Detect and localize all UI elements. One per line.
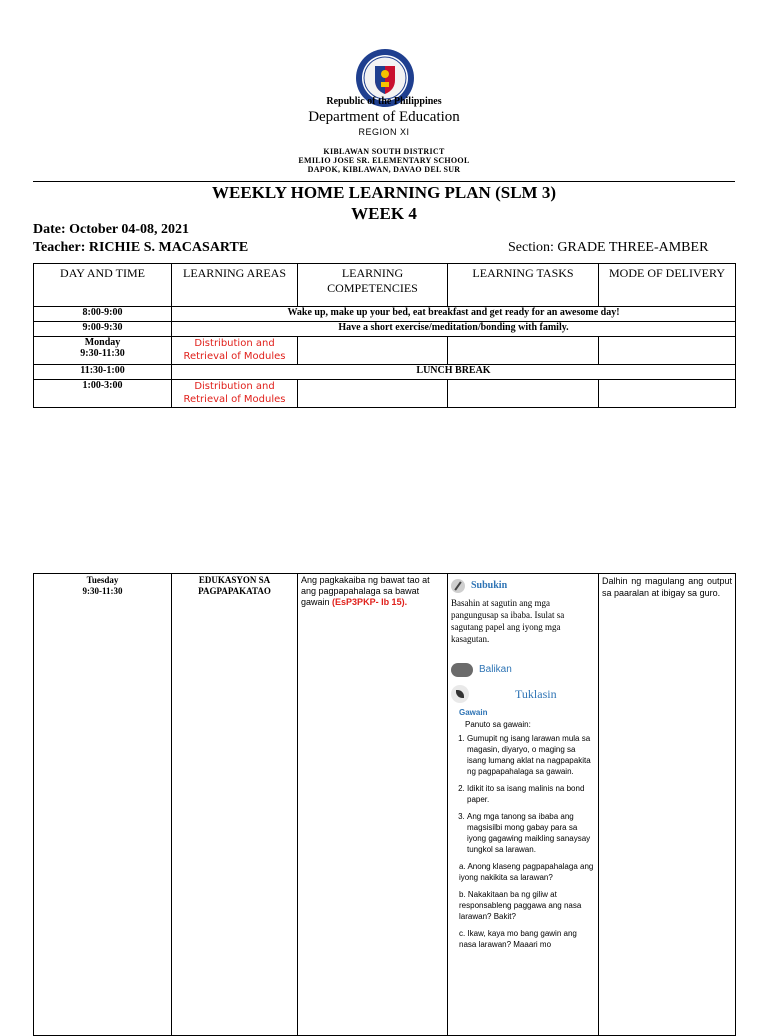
competency-text: Ang pagkakaiba ng bawat tao at ang pagpapahalaga sa bawat gawain — [301, 575, 430, 607]
activity-cell: Wake up, make up your bed, eat breakfast and get ready for an awesome day! — [172, 307, 736, 322]
empty-cell — [599, 337, 736, 365]
empty-cell — [298, 380, 448, 408]
day-time-cell — [34, 574, 172, 1036]
section-line: Section: GRADE THREE-AMBER — [508, 240, 709, 255]
activity-cell: Have a short exercise/meditation/bonding with family. — [172, 322, 736, 337]
table-row — [34, 337, 736, 365]
list-item: 2. Idikit ito sa isang malinis na bond paper. — [467, 783, 595, 805]
empty-cell — [448, 380, 599, 408]
steps-list — [451, 733, 595, 855]
col-learning-areas: LEARNING AREAS — [172, 264, 298, 307]
pencil-icon — [451, 579, 465, 593]
time-cell: 8:00-9:00 — [34, 307, 172, 322]
empty-cell — [298, 337, 448, 365]
date-line: Date: October 04-08, 2021 — [33, 222, 190, 237]
teacher-line: Teacher: RICHIE S. MACASARTE — [33, 240, 249, 255]
day-label: Monday — [84, 337, 121, 348]
plan-header-row — [34, 264, 736, 307]
balikan-heading — [451, 663, 595, 677]
table-row — [34, 365, 736, 380]
tuklasin-heading — [451, 685, 595, 703]
empty-cell — [448, 337, 599, 365]
subukin-heading — [451, 579, 595, 593]
table-row — [34, 322, 736, 337]
republic-line: Republic of the Philippines — [326, 96, 442, 107]
competency-cell — [298, 574, 448, 1036]
col-tasks: LEARNING TASKS — [448, 264, 599, 307]
delivery-cell: Dalhin ng magulang ang output sa paaralan at ibigay sa guro. — [599, 574, 736, 1036]
col-day-time: DAY AND TIME — [34, 264, 172, 307]
school-line: EMILIO JOSE SR. ELEMENTARY SCHOOL — [298, 156, 470, 165]
time-label: 9:30-11:30 — [80, 348, 125, 359]
balikan-icon — [451, 663, 473, 677]
gawain-label: Gawain — [459, 708, 488, 717]
subukin-text: Basahin at sagutin ang mga pangungusap sa ibaba. Isulat sa sagutang papel ang iyong mga kasagutan. — [451, 598, 565, 644]
header-divider — [33, 181, 735, 182]
address-line: DAPOK, KIBLAWAN, DAVAO DEL SUR — [307, 165, 461, 174]
time-cell: 9:00-9:30 — [34, 322, 172, 337]
region-line: REGION XI — [358, 127, 410, 137]
balikan-label: Balikan — [479, 664, 512, 675]
tuesday-table — [33, 573, 736, 1036]
plan-title: WEEKLY HOME LEARNING PLAN (SLM 3) — [212, 183, 556, 202]
department-line: Department of Education — [308, 109, 460, 125]
time-cell: 1:00-3:00 — [34, 380, 172, 408]
activity-cell: LUNCH BREAK — [172, 365, 736, 380]
question-item: c. Ikaw, kaya mo bang gawin ang nasa larawan? Maaari mo — [459, 929, 577, 949]
col-competencies: LEARNING COMPETENCIES — [298, 264, 448, 307]
school-block — [0, 147, 768, 174]
col-delivery: MODE OF DELIVERY — [599, 264, 736, 307]
table-row — [34, 380, 736, 408]
district-line: KIBLAWAN SOUTH DISTRICT — [323, 147, 445, 156]
list-item: 1. Gumupit ng isang larawan mula sa magasin, diyaryo, o maging sa isang lumang aklat na nagpapakita ng pagpapahalaga sa gawain. — [467, 733, 595, 777]
panuto-label: Panuto sa gawain: — [465, 720, 531, 729]
time-label: 9:30-11:30 — [82, 586, 123, 596]
learning-area-cell: Distribution and Retrieval of Modules — [172, 380, 298, 408]
question-item: b. Nakakitaan ba ng giliw at responsableng paggawa ang nasa larawan? Bakit? — [459, 890, 582, 921]
time-cell: 11:30-1:00 — [34, 365, 172, 380]
competency-code: (EsP3PKP- Ib 15). — [332, 597, 408, 607]
day-label: Tuesday — [86, 575, 119, 585]
tasks-cell — [448, 574, 599, 1036]
learning-area-cell: EDUKASYON SA PAGPAPAKATAO — [172, 574, 298, 1036]
learning-area-cell: Distribution and Retrieval of Modules — [172, 337, 298, 365]
table-row — [34, 574, 736, 1036]
list-item: 3. Ang mga tanong sa ibaba ang magsisilbi mong gabay para sa iyong gagawing maikling sanaysay tungkol sa larawan. — [467, 811, 595, 855]
table-row — [34, 307, 736, 322]
plan-week: WEEK 4 — [351, 204, 417, 223]
empty-cell — [599, 380, 736, 408]
day-time-cell — [34, 337, 172, 365]
tuklasin-label: Tuklasin — [515, 687, 557, 701]
subukin-label: Subukin — [471, 580, 508, 591]
leaf-icon — [451, 685, 469, 703]
plan-table — [33, 263, 736, 408]
question-item: a. Anong klaseng pagpapahalaga ang iyong nakikita sa larawan? — [459, 862, 594, 882]
